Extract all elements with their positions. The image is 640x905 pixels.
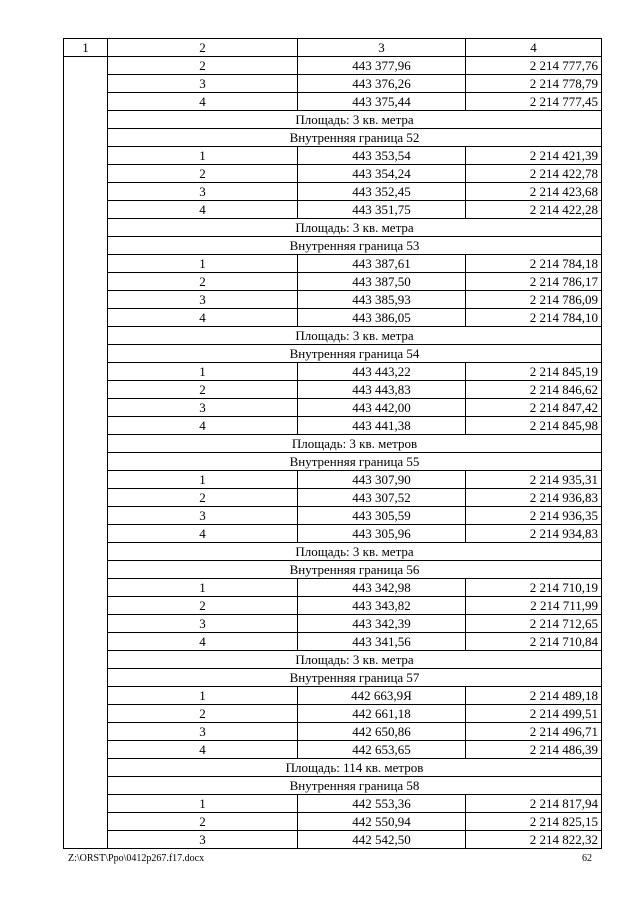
point-number-cell: 3	[108, 723, 298, 741]
x-coordinate-cell: 442 663,9Я	[298, 687, 466, 705]
table-row	[64, 795, 602, 813]
x-coordinate-cell: 443 351,75	[298, 201, 466, 219]
y-coordinate-cell: 2 214 822,32	[466, 831, 602, 849]
point-number-cell: 2	[108, 597, 298, 615]
y-coordinate-cell: 2 214 936,35	[466, 507, 602, 525]
table-row	[64, 183, 602, 201]
x-coordinate-cell: 443 343,82	[298, 597, 466, 615]
point-number-cell: 3	[108, 291, 298, 309]
header-cell-1: 1	[64, 39, 108, 57]
y-coordinate-cell: 2 214 777,76	[466, 57, 602, 75]
table-row	[64, 525, 602, 543]
table-row	[64, 291, 602, 309]
section-row	[64, 543, 602, 561]
table-row	[64, 93, 602, 111]
section-row	[64, 759, 602, 777]
y-coordinate-cell: 2 214 786,09	[466, 291, 602, 309]
x-coordinate-cell: 443 354,24	[298, 165, 466, 183]
section-row	[64, 327, 602, 345]
table-row	[64, 813, 602, 831]
y-coordinate-cell: 2 214 825,15	[466, 813, 602, 831]
point-number-cell: 4	[108, 417, 298, 435]
y-coordinate-cell: 2 214 936,83	[466, 489, 602, 507]
x-coordinate-cell: 443 307,52	[298, 489, 466, 507]
y-coordinate-cell: 2 214 845,19	[466, 363, 602, 381]
y-coordinate-cell: 2 214 499,51	[466, 705, 602, 723]
section-row	[64, 561, 602, 579]
y-coordinate-cell: 2 214 786,17	[466, 273, 602, 291]
first-column-cell	[64, 57, 108, 849]
table-row	[64, 399, 602, 417]
x-coordinate-cell: 443 387,50	[298, 273, 466, 291]
point-number-cell: 3	[108, 831, 298, 849]
header-cell-2: 2	[108, 39, 298, 57]
footer-page-number: 62	[582, 853, 592, 864]
x-coordinate-cell: 442 661,18	[298, 705, 466, 723]
y-coordinate-cell: 2 214 421,39	[466, 147, 602, 165]
coordinates-table	[63, 38, 602, 849]
point-number-cell: 4	[108, 201, 298, 219]
section-row	[64, 219, 602, 237]
y-coordinate-cell: 2 214 710,19	[466, 579, 602, 597]
x-coordinate-cell: 443 385,93	[298, 291, 466, 309]
section-row	[64, 435, 602, 453]
table-row	[64, 489, 602, 507]
table-row	[64, 633, 602, 651]
point-number-cell: 1	[108, 255, 298, 273]
x-coordinate-cell: 443 341,56	[298, 633, 466, 651]
x-coordinate-cell: 442 550,94	[298, 813, 466, 831]
table-row	[64, 723, 602, 741]
table-row	[64, 615, 602, 633]
y-coordinate-cell: 2 214 778,79	[466, 75, 602, 93]
section-label: Внутренняя граница 57	[108, 669, 602, 687]
y-coordinate-cell: 2 214 845,98	[466, 417, 602, 435]
x-coordinate-cell: 443 386,05	[298, 309, 466, 327]
section-label: Внутренняя граница 53	[108, 237, 602, 255]
table-row	[64, 363, 602, 381]
point-number-cell: 3	[108, 75, 298, 93]
point-number-cell: 1	[108, 687, 298, 705]
section-label: Внутренняя граница 52	[108, 129, 602, 147]
point-number-cell: 3	[108, 183, 298, 201]
y-coordinate-cell: 2 214 712,65	[466, 615, 602, 633]
table-row	[64, 507, 602, 525]
section-label: Площадь: 3 кв. метра	[108, 543, 602, 561]
x-coordinate-cell: 442 542,50	[298, 831, 466, 849]
x-coordinate-cell: 443 387,61	[298, 255, 466, 273]
section-row	[64, 111, 602, 129]
section-label: Площадь: 3 кв. метра	[108, 111, 602, 129]
table-row	[64, 309, 602, 327]
section-label: Площадь: 3 кв. метра	[108, 327, 602, 345]
table-row	[64, 165, 602, 183]
x-coordinate-cell: 442 553,36	[298, 795, 466, 813]
section-label: Внутренняя граница 58	[108, 777, 602, 795]
section-row	[64, 129, 602, 147]
x-coordinate-cell: 443 307,90	[298, 471, 466, 489]
table-row	[64, 597, 602, 615]
point-number-cell: 4	[108, 309, 298, 327]
point-number-cell: 2	[108, 57, 298, 75]
x-coordinate-cell: 443 443,83	[298, 381, 466, 399]
table-row	[64, 147, 602, 165]
table-row	[64, 831, 602, 849]
point-number-cell: 2	[108, 273, 298, 291]
section-row	[64, 345, 602, 363]
x-coordinate-cell: 443 353,54	[298, 147, 466, 165]
y-coordinate-cell: 2 214 486,39	[466, 741, 602, 759]
footer-file-path: Z:\ORST\Ppo\0412p267.f17.docx	[68, 853, 205, 864]
x-coordinate-cell: 443 376,26	[298, 75, 466, 93]
table-row	[64, 201, 602, 219]
table-row	[64, 579, 602, 597]
x-coordinate-cell: 443 342,39	[298, 615, 466, 633]
y-coordinate-cell: 2 214 711,99	[466, 597, 602, 615]
section-label: Площадь: 3 кв. метра	[108, 219, 602, 237]
x-coordinate-cell: 443 352,45	[298, 183, 466, 201]
section-label: Внутренняя граница 54	[108, 345, 602, 363]
table-row	[64, 255, 602, 273]
section-label: Площадь: 3 кв. метров	[108, 435, 602, 453]
y-coordinate-cell: 2 214 777,45	[466, 93, 602, 111]
point-number-cell: 4	[108, 93, 298, 111]
x-coordinate-cell: 442 650,86	[298, 723, 466, 741]
y-coordinate-cell: 2 214 784,18	[466, 255, 602, 273]
table-row	[64, 381, 602, 399]
table-row	[64, 687, 602, 705]
y-coordinate-cell: 2 214 784,10	[466, 309, 602, 327]
y-coordinate-cell: 2 214 846,62	[466, 381, 602, 399]
x-coordinate-cell: 443 375,44	[298, 93, 466, 111]
point-number-cell: 1	[108, 579, 298, 597]
point-number-cell: 4	[108, 525, 298, 543]
section-row	[64, 669, 602, 687]
section-row	[64, 237, 602, 255]
section-label: Площадь: 3 кв. метра	[108, 651, 602, 669]
x-coordinate-cell: 443 305,59	[298, 507, 466, 525]
y-coordinate-cell: 2 214 422,78	[466, 165, 602, 183]
section-row	[64, 453, 602, 471]
table-row	[64, 57, 602, 75]
section-label: Внутренняя граница 55	[108, 453, 602, 471]
table-header-row	[64, 39, 602, 57]
section-label: Внутренняя граница 56	[108, 561, 602, 579]
y-coordinate-cell: 2 214 935,31	[466, 471, 602, 489]
y-coordinate-cell: 2 214 934,83	[466, 525, 602, 543]
point-number-cell: 2	[108, 489, 298, 507]
table-row	[64, 705, 602, 723]
x-coordinate-cell: 443 442,00	[298, 399, 466, 417]
y-coordinate-cell: 2 214 496,71	[466, 723, 602, 741]
y-coordinate-cell: 2 214 710,84	[466, 633, 602, 651]
y-coordinate-cell: 2 214 847,42	[466, 399, 602, 417]
table-row	[64, 273, 602, 291]
x-coordinate-cell: 443 305,96	[298, 525, 466, 543]
table-body	[64, 57, 602, 849]
point-number-cell: 3	[108, 507, 298, 525]
x-coordinate-cell: 443 342,98	[298, 579, 466, 597]
point-number-cell: 1	[108, 795, 298, 813]
point-number-cell: 3	[108, 615, 298, 633]
table-row	[64, 75, 602, 93]
y-coordinate-cell: 2 214 489,18	[466, 687, 602, 705]
point-number-cell: 1	[108, 363, 298, 381]
x-coordinate-cell: 443 377,96	[298, 57, 466, 75]
header-cell-3: 3	[298, 39, 466, 57]
table-row	[64, 471, 602, 489]
table-row	[64, 417, 602, 435]
x-coordinate-cell: 443 443,22	[298, 363, 466, 381]
point-number-cell: 3	[108, 399, 298, 417]
section-row	[64, 777, 602, 795]
point-number-cell: 2	[108, 165, 298, 183]
point-number-cell: 2	[108, 381, 298, 399]
y-coordinate-cell: 2 214 817,94	[466, 795, 602, 813]
y-coordinate-cell: 2 214 422,28	[466, 201, 602, 219]
x-coordinate-cell: 442 653,65	[298, 741, 466, 759]
section-label: Площадь: 114 кв. метров	[108, 759, 602, 777]
table-row	[64, 741, 602, 759]
point-number-cell: 1	[108, 471, 298, 489]
point-number-cell: 2	[108, 813, 298, 831]
point-number-cell: 4	[108, 633, 298, 651]
point-number-cell: 2	[108, 705, 298, 723]
x-coordinate-cell: 443 441,38	[298, 417, 466, 435]
header-cell-4: 4	[466, 39, 602, 57]
section-row	[64, 651, 602, 669]
point-number-cell: 1	[108, 147, 298, 165]
y-coordinate-cell: 2 214 423,68	[466, 183, 602, 201]
point-number-cell: 4	[108, 741, 298, 759]
